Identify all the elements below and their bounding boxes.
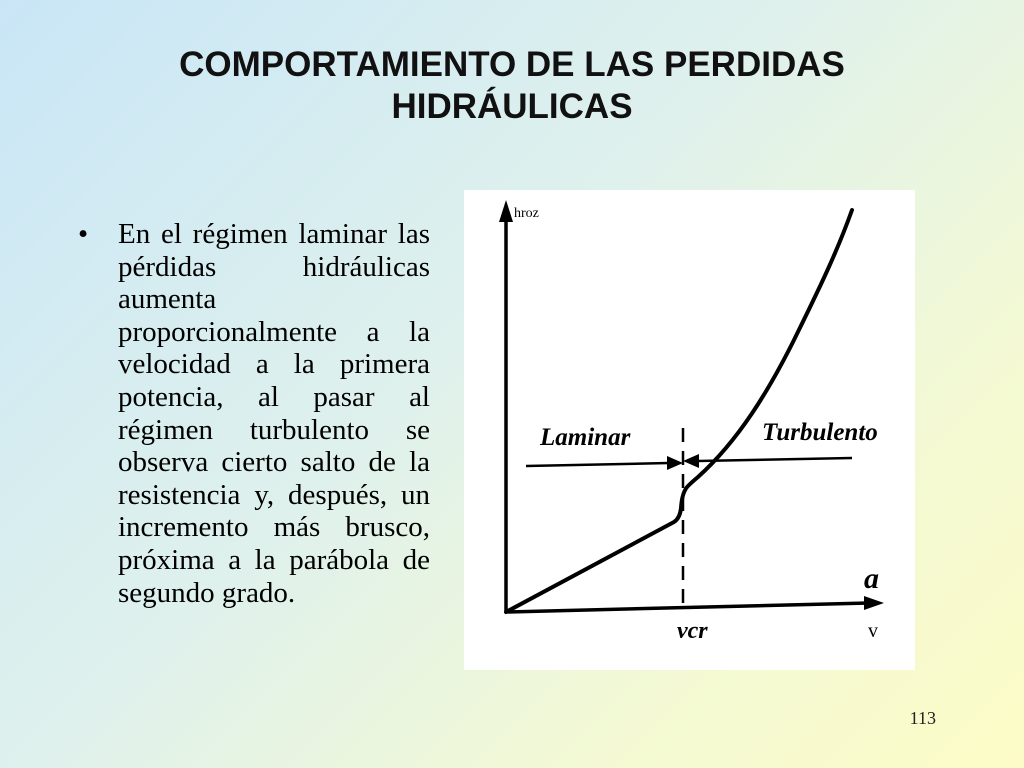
turbulent-arrowhead bbox=[683, 454, 699, 468]
y-axis-label: hroz bbox=[514, 206, 539, 221]
bullet-text: En el régimen laminar las pérdidas hidráulicas aumenta proporcionalmente a la velocidad a la primera potencia, al pasar al régimen turbulento se observa cierto salto de la resistencia y, después, un incremento más brusco, próxima a la parábola de segundo grado. bbox=[118, 218, 430, 609]
laminar-label: Laminar bbox=[540, 424, 631, 451]
x-axis-letter: a bbox=[864, 562, 879, 595]
critical-velocity-label: vcr bbox=[677, 618, 708, 644]
slide-title bbox=[60, 44, 964, 128]
head-loss-curve bbox=[506, 210, 852, 612]
bullet-marker: • bbox=[78, 218, 89, 250]
x-axis bbox=[506, 603, 869, 612]
laminar-arrow-line bbox=[526, 463, 669, 466]
turbulent-label: Turbulento bbox=[762, 419, 878, 446]
bullet-list bbox=[78, 218, 430, 609]
x-axis-label: v bbox=[868, 620, 878, 642]
head-loss-figure bbox=[464, 190, 915, 670]
title-line-2: HIDRÁULICAS bbox=[391, 87, 633, 126]
y-axis-arrow bbox=[499, 200, 513, 222]
turbulent-arrow-line bbox=[698, 458, 852, 461]
page-number: 113 bbox=[909, 708, 936, 728]
title-line-1: COMPORTAMIENTO DE LAS PERDIDAS bbox=[179, 45, 845, 84]
head-loss-diagram bbox=[464, 190, 915, 670]
laminar-arrowhead bbox=[667, 456, 683, 470]
x-axis-arrow bbox=[864, 596, 884, 610]
